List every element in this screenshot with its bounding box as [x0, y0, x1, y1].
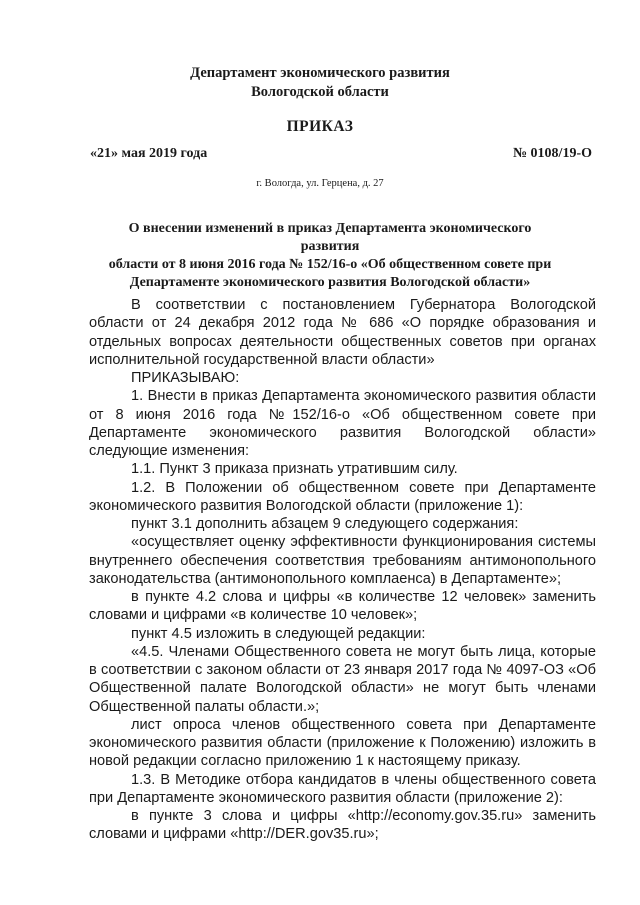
org-name-line-2: Вологодской области [251, 84, 389, 100]
paragraph-order-word: ПРИКАЗЫВАЮ: [131, 370, 240, 386]
paragraph-item-1: 1. Внести в приказ Департамента экономического развития области от 8 июня 2016 года №152/16-о «Об общественном совете при Департаменте экономического развития Вологодской области» следующие изменения: [89, 388, 596, 459]
document-title: ПРИКАЗ [286, 118, 354, 135]
paragraph-preamble: В соответствии с постановлением Губернатора Вологодской области от 24 декабря 2012 года № 686 «О порядке образования и отдельных вопросах деятельности общественных советов при органах исполнительной государственной власти области» [89, 297, 596, 368]
paragraph-item-1-1: 1.1. Пункт 3 приказа признать утратившим силу. [131, 461, 458, 478]
paragraph-survey-sheet: лист опроса членов общественного совета при Департаменте экономического развития области (приложение к Положению) изложить в новой редакции согласно приложению 1 к настоящему приказу. [89, 716, 596, 770]
paragraph-item-1-3: 1.3. В Методике отбора кандидатов в члены общественного совета при Департаменте экономического развития области (приложение 2): [89, 771, 596, 806]
paragraph-item-3-1: пункт 3.1 дополнить абзацем 9 следующего содержания: [131, 516, 519, 532]
subject-line-1: О внесении изменений в приказ Департамента экономического развития [128, 221, 532, 254]
address-line: г. Вологда, ул. Герцена, д. 27 [256, 178, 384, 189]
paragraph-quote-4-5: «4.5. Членами Общественного совета не могут быть лица, которые в соответствии с законом области от 23 января 2017 года № 4097-ОЗ «Об Общественной палате Вологодской области» не могут быть членами Общественной палаты области.»; [89, 643, 596, 715]
order-body [89, 296, 596, 844]
paragraph-item-4-5: пункт 4.5 изложить в следующей редакции: [131, 625, 426, 642]
paragraph-url-change: в пункте 3 слова и цифры «http://economy.gov.35.ru» заменить словами и цифрами «http://DER.gov35.ru»; [89, 808, 596, 843]
org-name-line-1: Департамент экономического развития [190, 65, 450, 81]
paragraph-quote-compliance: «осуществляет оценку эффективности функционирования системы внутреннего обеспечения соответствия требованиям антимонопольного законодательства (антимонопольного комплаенса) в Департаменте»; [89, 534, 596, 587]
order-subject [100, 220, 560, 292]
subject-line-3: Департаменте экономического развития Вологодской области» [129, 275, 531, 290]
subject-line-2: области от 8 июня 2016 года № 152/16-о «Об общественном совете при [108, 257, 552, 272]
order-date: «21» мая 2019 года [90, 146, 208, 161]
paragraph-item-1-2: 1.2. В Положении об общественном совете при Департаменте экономического развития Вологодской области (приложение 1): [89, 479, 596, 514]
paragraph-item-4-2: в пункте 4.2 слова и цифры «в количестве 12 человек» заменить словами и цифрами «в количестве 10 человек»; [89, 589, 596, 624]
order-number: № 0108/19-О [512, 146, 592, 161]
